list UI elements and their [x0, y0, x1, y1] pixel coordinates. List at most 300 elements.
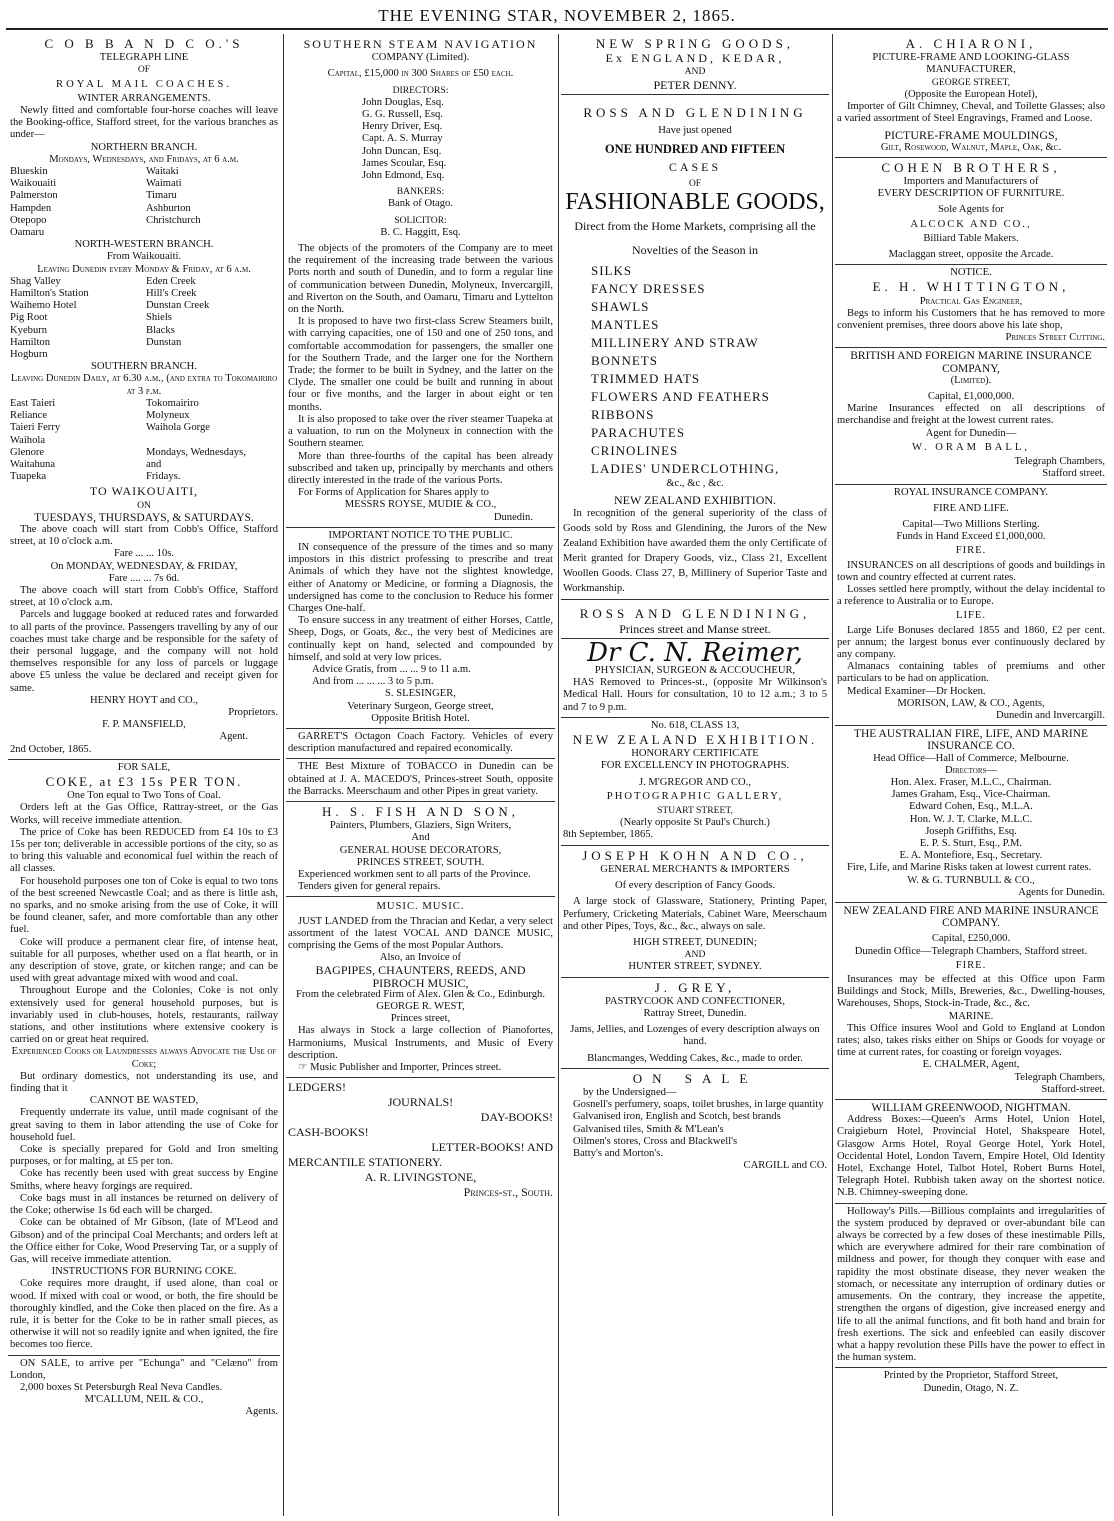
- director-item: Hon. Alex. Fraser, M.L.C., Chairman.: [890, 776, 1052, 788]
- paragraph: Parcels and luggage booked at reduced rates and forwarded to all parts of the province. Passengers travelling by any of our coaches must take charge and be responsible for the safety of their personal luggage, and the company will not hold themselves responsible for any loss of parcels or luggage above £5 unless the value be declared and receipt given for same.: [10, 609, 278, 694]
- text: Dunedin, Otago, N. Z.: [923, 1382, 1019, 1394]
- paragraph: In recognition of the general superiority of the class of Goods sold by Ross and Glendining, the Jurors of the New Zealand Exhibition have awarded them the only Certificate of Merit granted for Drapery Goods, viz., Class 21, Excellent Woollen Goods. Class 27, B, Millinery of Superior Taste and Workmanship.: [563, 508, 827, 595]
- column-2: [286, 34, 555, 1516]
- paragraph: Importer of Gilt Chimney, Cheval, and Toilette Glasses; also a varied assortment of Steel Engravings, Framed and Loose.: [837, 101, 1105, 125]
- goods-list: [563, 262, 827, 478]
- director-list: [837, 777, 1105, 862]
- text: From the celebrated Firm of Alex. Glen & Co., Edinburgh.: [295, 988, 545, 1000]
- text: Printed by the Proprietor, Stafford Street,: [883, 1370, 1059, 1382]
- text: Billiard Table Makers.: [923, 232, 1019, 244]
- place-item: Ashburton: [146, 202, 191, 214]
- text: PRINCES STREET, SOUTH.: [356, 856, 485, 868]
- schedule: Leaving Dunedin every Monday & Friday, at 6 a.m.: [37, 263, 251, 275]
- paragraph: Coke bags must in all instances be returned on delivery of the Coke; otherwise 1s 6d each will be charged.: [10, 1192, 278, 1217]
- paragraph: Large Life Bonuses declared 1855 and 1860, £2 per cent. per annum; the largest bonus ever continuously declared by any company.: [837, 624, 1105, 660]
- place-item: Tuapeka: [10, 471, 47, 483]
- place-item: East Taieri: [10, 397, 56, 409]
- section-heading: FOR SALE,: [117, 761, 171, 773]
- ad-title: NEW SPRING GOODS,: [595, 36, 795, 51]
- place-item: Waimati: [146, 178, 182, 190]
- text: (Opposite the European Hotel),: [904, 88, 1038, 100]
- director-item: Capt. A. S. Murray: [362, 133, 443, 145]
- text: FOR EXCELLENCY IN PHOTOGRAPHS.: [600, 760, 790, 772]
- ad-title: NEW ZEALAND FIRE AND MARINE INSURANCE COMPANY.: [843, 905, 1099, 930]
- signature: Agents for Dunedin.: [1018, 886, 1105, 898]
- ad-coke: [8, 760, 280, 1356]
- text: OF: [688, 177, 702, 189]
- section-heading: DIRECTORS:: [392, 84, 449, 96]
- column-rule: [832, 34, 833, 1516]
- signature: GEORGE R. WEST,: [376, 1001, 465, 1013]
- ad-music: [286, 897, 555, 1078]
- text: And: [411, 832, 430, 844]
- text: (Nearly opposite St Paul's Church.): [620, 817, 770, 829]
- fare: Fare ... ... 10s.: [113, 548, 175, 560]
- section-heading: WINTER ARRANGEMENTS.: [77, 92, 211, 104]
- ad-chiaroni: [835, 34, 1107, 158]
- signature: Stafford street.: [1042, 468, 1105, 480]
- signature: E. CHALMER, Agent,: [922, 1059, 1020, 1071]
- text: J. M'GREGOR AND CO.,: [639, 776, 751, 788]
- section-heading: On MONDAY, WEDNESDAY, & FRIDAY,: [50, 560, 238, 572]
- paragraph: To ensure success in any treatment of either Horses, Cattle, Sheep, Dogs, or Goats, &c., the very best of Medicines are continually kept on hand, selected and compounded by himself, and sold at very low prices.: [288, 615, 553, 663]
- signature: HENRY HOYT and CO.,: [90, 694, 198, 706]
- director-item: Hon. W. J. T. Clarke, M.L.C.: [909, 813, 1033, 825]
- paragraph: Marine Insurances effected on all descriptions of merchandise and freight at the lowest current rates.: [837, 403, 1105, 427]
- column-rule: [283, 34, 284, 1516]
- ad-garret: [286, 729, 555, 759]
- section-heading: BANKERS:: [396, 186, 445, 198]
- ad-whittington: [835, 265, 1107, 348]
- ad-subtitle: Importers and Manufacturers of: [903, 176, 1039, 188]
- director-item: Henry Driver, Esq.: [362, 121, 443, 133]
- place-item: Palmerston: [10, 190, 58, 202]
- column-1: [8, 34, 280, 1516]
- paragraph: The above coach will start from Cobb's Office, Stafford street, at 10 o'clock a.m.: [10, 584, 278, 609]
- ad-title: WILLIAM GREENWOOD, NIGHTMAN.: [871, 1102, 1071, 1115]
- paragraph: Experienced workmen sent to all parts of the Province.: [298, 869, 531, 880]
- text: LEDGERS!: [288, 1080, 346, 1095]
- goods-item: FLOWERS AND FEATHERS: [591, 389, 770, 405]
- signature: Agents.: [245, 1406, 278, 1418]
- signature: Dunedin and Invercargill.: [996, 709, 1105, 721]
- text: STUART STREET,: [657, 805, 733, 817]
- place-item: [146, 435, 278, 447]
- place-item: Kyeburn: [10, 324, 48, 336]
- text: ONE HUNDRED AND FIFTEEN: [604, 142, 786, 157]
- signature: M'CALLUM, NEIL & CO.,: [84, 1394, 204, 1406]
- signature: Dunedin.: [493, 511, 533, 523]
- ad-title: Dr C. N. Reimer,: [587, 637, 803, 668]
- signature: Princes street,: [390, 1013, 451, 1025]
- text: Sole Agents for: [938, 204, 1004, 216]
- text: by the Undersigned—: [583, 1086, 677, 1098]
- paragraph: Newly fitted and comfortable four-horse coaches will leave the Booking-office, Stafford street, for the various branches as under—: [10, 105, 278, 141]
- director-item: Joseph Griffiths, Esq.: [925, 825, 1017, 837]
- text: No. 618, CLASS 13,: [650, 719, 740, 731]
- place-item: Taieri Ferry: [10, 422, 61, 434]
- text: Have just opened: [658, 125, 732, 137]
- paragraph: Coke can be obtained of Mr Gibson, (late of M'Leod and Gibson) and of the principal Coal Merchants; and orders left at the Office either for Coke, Wood Preserving Tar, or a supply of Gas, will receive immediate attention.: [10, 1217, 278, 1265]
- place-item: Fridays.: [146, 471, 181, 483]
- imprint: [835, 1368, 1107, 1397]
- place-item: Timaru: [146, 190, 177, 202]
- fare: Fare .... ... 7s 6d.: [108, 572, 180, 584]
- paragraph: Insurances may be effected at this Office upon Farm Buildings and Stock, Mills, Breweries, &c., Dwelling-houses, Warehouses, Shops, Stock-in-Trade, &c., &c.: [837, 974, 1105, 1010]
- paragraph: For household purposes one ton of Coke is equal to two tons of the best screened Newcastle Coal; and as there is little ash, no sparks, and no smoke arising from the use of Coke, it will be found cleaner, safer, and more comfortable than any other fuel.: [10, 875, 278, 936]
- section-heading: MUSIC. MUSIC.: [376, 901, 465, 913]
- ad-tobacco: [286, 759, 555, 802]
- paragraph: It is proposed to have two first-class Screw Steamers built, with carrying capacities, one of 150 and one of 250 tons, and comfortable accommodation for passengers, the smaller one for the Southern Trade, and the larger one for the Northern Trade; the former to be built in Sydney, and the latter on the Clyde. The smaller one could be built and running in about four or five months, and the larger in about eight or ten months.: [288, 316, 553, 413]
- paragraph: THE Best Mixture of TOBACCO in Dunedin can be obtained at J. A. MACEDO'S, Princes-street South, opposite the Barracks. Meerschaum and other Pipes in great variety.: [288, 761, 553, 797]
- text: Capital, £250,000.: [931, 933, 1011, 945]
- director-list: [288, 97, 553, 182]
- ad-subtitle: ROYAL MAIL COACHES.: [56, 78, 232, 90]
- place-item: and: [146, 458, 162, 470]
- director-item: E. P. S. Sturt, Esq., P.M.: [919, 837, 1023, 849]
- ad-ross-glendining: [561, 95, 829, 601]
- text: B. C. Haggitt, Esq.: [380, 226, 461, 238]
- paragraph: JUST LANDED from the Thracian and Kedar, a very select assortment of the latest VOCAL AND DANCE MUSIC, comprising the Gems of the most Popular Authors.: [288, 915, 553, 952]
- section-heading: PHYSICIAN, SURGEON & ACCOUCHEUR,: [594, 665, 796, 677]
- section-heading: Directors—: [945, 764, 997, 776]
- place-item: Mondays, Wednesdays,: [146, 446, 246, 458]
- director-item: John Edmond, Esq.: [362, 170, 445, 182]
- director-item: Edward Cohen, Esq., M.L.A.: [909, 801, 1033, 813]
- ad-british-foreign-marine: [835, 348, 1107, 484]
- ad-cobb: [8, 34, 280, 760]
- paragraph: Losses settled here promptly, without the delay incidental to a reference to Australia or to Europe.: [837, 583, 1105, 608]
- paragraph: INSURANCES on all descriptions of goods and buildings in town and country effected at current rates.: [837, 559, 1105, 583]
- paragraph: Has always in Stock a large collection of Pianofortes, Harmoniums, Musical Instruments, and Music of Every description.: [288, 1025, 553, 1061]
- text: &c., &c , &c.: [666, 478, 724, 490]
- signature: Telegraph Chambers,: [1014, 1071, 1105, 1083]
- ad-holloway: [835, 1204, 1107, 1369]
- column-4: [835, 34, 1107, 1516]
- paragraph: Tenders given for general repairs.: [298, 881, 441, 893]
- goods-item: PARACHUTES: [591, 425, 686, 441]
- text: Advice Gratis, from ... ... 9 to 11 a.m.: [312, 663, 471, 675]
- text: Dunedin Office—Telegraph Chambers, Stafford street.: [854, 945, 1088, 957]
- ad-kohn: [561, 846, 829, 978]
- paragraph: Coke requires more draught, if used alone, than coal or wood. If mixed with coal or wood, or both, the fire should be thoroughly kindled, and the Coke then placed on the fire. As a rule, it is better for the Coke to be in rather small pieces, as otherwise it will not so readily ignite and when ignited, the fire becomes too fierce.: [10, 1278, 278, 1351]
- text: Capital—Two Millions Sterling.: [902, 518, 1040, 530]
- text: Head Office—Hall of Commerce, Melbourne.: [873, 752, 1069, 764]
- schedule: Mondays, Wednesdays, and Fridays, at 6 a.m.: [49, 153, 239, 165]
- ad-important-notice: [286, 528, 555, 729]
- place-item: Tokomairiro: [146, 397, 199, 409]
- ad-subtitle: GENERAL MERCHANTS & IMPORTERS: [600, 863, 790, 875]
- text: Painters, Plumbers, Glaziers, Sign Writers,: [329, 820, 512, 832]
- ad-title: JOSEPH KOHN AND CO.,: [582, 847, 808, 863]
- paragraph: Address Boxes:—Queen's Arms Hotel, Union Hotel, Craigieburn Hotel, Provincial Hotel, Shakspeare Hotel, Glasgow Arms Hotel, Royal George Hotel, York Hotel, Occidental Hotel, London Tavern, Empire Hotel, Old Identity Hotel, Exchange Hotel, Talbot Hotel, Robert Burns Hotel, Telegraph Hotel. Rubbish taken away on the shortest notice. N.B. Chimney-sweeping done.: [837, 1114, 1105, 1199]
- section-heading: INSTRUCTIONS FOR BURNING COKE.: [51, 1266, 237, 1278]
- paragraph: Direct from the Home Markets, comprising all the Novelties of the Season in: [574, 219, 816, 258]
- signature: Telegraph Chambers,: [1014, 456, 1105, 468]
- masthead: THE EVENING STAR, NOVEMBER 2, 1865.: [378, 6, 736, 25]
- paragraph: This Office insures Wool and Gold to England at London rates; also, takes risks either on Ships or Goods for voyage or time at current rates, for coasting or foreign voyages.: [837, 1022, 1105, 1059]
- text: Bank of Otago.: [387, 198, 454, 210]
- section-heading: FIRE.: [955, 959, 987, 971]
- place-item: Hogburn: [10, 349, 48, 361]
- ad-title: E. H. WHITTINGTON,: [872, 279, 1070, 295]
- paragraph: It is also proposed to take over the river steamer Tuapeka at a valuation, to run on the Molyneux in connection with the Southern steamer.: [288, 413, 553, 450]
- place-list: [10, 276, 278, 361]
- text: Jams, Jellies, and Lozenges of every description always on hand.: [570, 1024, 820, 1048]
- ad-title: SOUTHERN STEAM NAVIGATION: [303, 37, 538, 51]
- signature: Veterinary Surgeon, George street,: [347, 700, 494, 712]
- ad-subtitle: PASTRYCOOK AND CONFECTIONER,: [604, 995, 786, 1007]
- paragraph: ON SALE, to arrive per "Echunga" and "Celæno" from London,: [10, 1357, 278, 1381]
- paragraph: 2,000 boxes St Petersburgh Real Neva Candles.: [20, 1381, 223, 1393]
- ad-candles: [8, 1356, 280, 1422]
- ad-subtitle: EVERY DESCRIPTION OF FURNITURE.: [877, 188, 1065, 200]
- ad-greenwood: [835, 1100, 1107, 1204]
- date: 8th September, 1865.: [563, 829, 654, 841]
- place-item: Oamaru: [10, 227, 45, 239]
- date: 2nd October, 1865.: [10, 743, 92, 755]
- place-item: Hampden: [10, 202, 52, 214]
- ad-title: THE AUSTRALIAN FIRE, LIFE, AND MARINE INSURANCE CO.: [853, 728, 1089, 753]
- section-heading: TO WAIKOUAITI,: [89, 484, 199, 499]
- section-heading: TUESDAYS, THURSDAYS, & SATURDAYS.: [34, 511, 254, 524]
- paragraph: Frequently underrate its value, until made cognisant of the great saving to them in labor attending the use of Coke for household fuel.: [10, 1107, 278, 1143]
- place-item: Waihola: [10, 434, 46, 446]
- signature: Proprietors.: [228, 706, 278, 718]
- ad-title: J. GREY,: [654, 979, 736, 995]
- signature: W. ORAM BALL,: [911, 441, 1031, 453]
- text: ALCOCK AND CO.,: [910, 218, 1032, 230]
- ad-subtitle: Princes street and Manse street.: [619, 621, 771, 636]
- text: LETTER-BOOKS! AND: [431, 1140, 553, 1155]
- goods-item: Oilmen's stores, Cross and Blackwell's: [573, 1135, 738, 1147]
- ad-stationery: [286, 1078, 555, 1203]
- section-heading: IMPORTANT NOTICE TO THE PUBLIC.: [328, 529, 513, 541]
- ad-title: NEW ZEALAND EXHIBITION.: [572, 732, 818, 748]
- place-item: [146, 227, 278, 239]
- goods-item: SHAWLS: [591, 299, 650, 315]
- paragraph: ☞ Music Publisher and Importer, Princes street.: [298, 1062, 502, 1074]
- ad-title: ON SALE: [632, 1070, 758, 1086]
- signature: F. P. MANSFIELD,: [102, 719, 186, 731]
- text: FASHIONABLE GOODS,: [565, 188, 825, 215]
- place-item: Shiels: [146, 312, 172, 324]
- text: Agent for Dunedin—: [925, 427, 1017, 439]
- text: MERCANTILE STATIONERY.: [288, 1155, 443, 1170]
- place-item: Pig Root: [10, 312, 48, 324]
- paragraph: The objects of the promoters of the Company are to meet the requirement of the increasing trade between the various Ports north and south of Dunedin, and to form a regular line of communication between Dunedin, Molyneux, Invercargill, and Riverton on the South, and Oamaru, Timaru and Lyttelton on the North.: [288, 243, 553, 316]
- text: BAGPIPES, CHAUNTERS, REEDS, AND PIBROCH MUSIC,: [315, 963, 526, 990]
- signature: Stafford-street.: [1041, 1083, 1105, 1095]
- paragraph: Almanacs containing tables of premiums and other particulars to be had on application.: [837, 661, 1105, 685]
- text: AND: [684, 949, 706, 961]
- paragraph: A large stock of Glassware, Stationery, Printing Paper, Perfumery, Cricketing Materials, Cabinet Ware, Meerschaum and other Pipes, Toys, &c., &c., always on sale.: [563, 896, 827, 932]
- goods-item: Galvanised iron, English and Scotch, best brands: [573, 1111, 781, 1123]
- ad-cargill: [561, 1069, 829, 1176]
- schedule: From Waikouaiti.: [106, 251, 182, 263]
- goods-item: TRIMMED HATS: [591, 371, 701, 387]
- place-item: Glenore: [10, 446, 45, 458]
- section-heading: CANNOT BE WASTED,: [89, 1095, 199, 1107]
- section-heading: NORTHERN BRANCH.: [90, 141, 198, 153]
- text: Funds in Hand Exceed £1,000,000.: [896, 531, 1046, 543]
- goods-item: RIBBONS: [591, 407, 655, 423]
- section-heading: NORTH-WESTERN BRANCH.: [74, 239, 214, 251]
- text: Maclaggan street, opposite the Arcade.: [888, 249, 1054, 261]
- ad-title: ROSS AND GLENDINING,: [579, 606, 811, 622]
- ad-ross-glendining-address: [561, 600, 829, 638]
- signature: Opposite British Hotel.: [371, 712, 470, 724]
- ad-title: A. CHIARONI,: [905, 36, 1037, 51]
- place-item: Christchurch: [146, 214, 201, 226]
- text: Of every description of Fancy Goods.: [614, 880, 776, 892]
- place-item: Blueskin: [10, 166, 48, 178]
- ad-subtitle: PETER DENNY.: [653, 77, 737, 92]
- place-item: Dunstan Creek: [146, 300, 210, 312]
- schedule: Leaving Dunedin Daily, at 6.30 a.m., (and extra to Tokomairiro at 3 p.m.: [10, 373, 278, 397]
- director-item: James Scoular, Esq.: [362, 157, 447, 169]
- ad-subtitle: TELEGRAPH LINE: [99, 52, 189, 64]
- ad-royal-insurance: [835, 485, 1107, 727]
- text: CASH-BOOKS!: [288, 1125, 369, 1140]
- section-heading: MARINE.: [948, 1010, 994, 1022]
- text: Medical Examiner—Dr Hocken.: [847, 685, 986, 697]
- place-item: Waihola Gorge: [146, 422, 210, 434]
- paragraph: IN consequence of the pressure of the times and so many impostors in this district professing to prescribe and treat Animals of which they have not the slightest knowledge, either of Anatomy or Medicine, or forming a Diagnosis, the undersigned has come to the conclusion to Reduce his former Charges One-half.: [288, 541, 553, 614]
- signature: MORISON, LAW, & CO., Agents,: [897, 697, 1045, 709]
- place-item: Hamilton: [10, 336, 51, 348]
- place-item: Waihemo Hotel: [10, 300, 77, 312]
- place-item: Hill's Creek: [146, 288, 197, 300]
- ad-title: ROYAL INSURANCE COMPANY.: [893, 486, 1049, 498]
- place-list: [10, 398, 278, 483]
- ad-title: ROSS AND GLENDINING: [583, 104, 807, 120]
- text: ON: [137, 499, 151, 511]
- ad-mgregor: [561, 718, 829, 846]
- paragraph: Throughout Europe and the Colonies, Coke is not only extensively used for general household purposes, but is invariably used in club-houses, hotels, restaurants, railway stations, and other institutions where extensive cookery is carried on or great heat required.: [10, 985, 278, 1046]
- ad-title: H. S. FISH AND SON,: [322, 803, 519, 819]
- paragraph: For Forms of Application for Shares apply to: [298, 487, 489, 499]
- text: Gilt, Rosewood, Walnut, Maple, Oak, &c.: [880, 141, 1062, 153]
- signature: W. & G. TURNBULL & CO.,: [907, 874, 1035, 886]
- text: AND: [684, 66, 706, 78]
- place-item: Eden Creek: [146, 275, 196, 287]
- paragraph: HAS Removed to Princes-st., (opposite Mr Wilkinson's Medical Hall. Hours for consultation, 10 to 12 a.m.; 3 to 5 and 7 to 9 p.m.: [563, 677, 827, 713]
- paragraph: Holloway's Pills.—Billious complaints and irregularities of the system produced by depraved or over-abundant bile can always be corrected by a few doses of these inestimable Pills, which are everywhere admired for their rare combination of mildness and power, for though they conquer with ease and rapidity the most obstinate disease, they never weaken the stomach, or necessitate any interruption of ordinary duties or amusements. On the contrary, they increase the appetite, strengthen the organs of digestion, give increased energy and life to all the animal functions, and fit both hand and brain for fresh exertions. The sick and enfeebled can easily discover what a happy revolution these Pills have the power to effect in the human system.: [837, 1205, 1105, 1364]
- director-item: James Graham, Esq., Vice-Chairman.: [891, 789, 1051, 801]
- goods-item: CRINOLINES: [591, 443, 679, 459]
- section-heading: FIRE.: [955, 545, 987, 557]
- column-rule: [558, 34, 559, 1516]
- signature: S. SLESINGER,: [385, 688, 456, 700]
- ad-title: COKE, at £3 15s PER TON.: [45, 773, 243, 789]
- place-list: [10, 166, 278, 239]
- place-item: Molyneux: [146, 410, 190, 422]
- text: CASES: [668, 160, 722, 175]
- ad-subtitle: OF: [137, 64, 151, 76]
- text: Capital, £1,000,000.: [927, 391, 1015, 403]
- goods-item: SILKS: [591, 263, 633, 279]
- ad-nz-fire-marine: [835, 903, 1107, 1100]
- ad-subtitle: Ex ENGLAND, KEDAR,: [605, 51, 785, 66]
- section-heading: PICTURE-FRAME MOULDINGS,: [884, 128, 1058, 143]
- goods-item: FANCY DRESSES: [591, 281, 706, 297]
- section-heading: FIRE AND LIFE.: [933, 502, 1009, 514]
- paragraph: The above coach will start from Cobb's Office, Stafford street, at 10 o'clock a.m.: [10, 523, 278, 548]
- goods-item: Gosnell's perfumery, soaps, toilet brushes, in large quantity: [573, 1099, 824, 1111]
- ad-title: COHEN BROTHERS,: [881, 159, 1061, 175]
- place-item: Waitahuna: [10, 458, 56, 470]
- signature: A. R. LIVINGSTONE,: [364, 1170, 477, 1185]
- goods-item: MANTLES: [591, 317, 660, 333]
- goods-item: Batty's and Morton's.: [573, 1147, 664, 1159]
- paragraph: Coke is specially prepared for Gold and Iron smelting purposes, or for malting, at £5 per ton.: [10, 1144, 278, 1168]
- text: HIGH STREET, DUNEDIN;: [633, 936, 757, 948]
- ad-steam-navigation: [286, 34, 555, 528]
- goods-item: Galvanised tiles, Smith & M'Lean's: [573, 1123, 724, 1135]
- text: And from ... ... ... 3 to 5 p.m.: [312, 676, 434, 688]
- ad-fish: [286, 802, 555, 897]
- ad-subtitle: COMPANY (Limited).: [371, 52, 470, 64]
- goods-list: [563, 1099, 827, 1160]
- masthead-rule: [6, 28, 1108, 30]
- text: Blancmanges, Wedding Cakes, &c., made to order.: [587, 1052, 803, 1064]
- paragraph: Begs to inform his Customers that he has removed to more convenient premises, three doors above his late shop,: [837, 307, 1105, 332]
- section-heading: SOUTHERN BRANCH.: [91, 361, 197, 373]
- text: GEORGE STREET,: [931, 76, 1011, 88]
- ad-subtitle: Practical Gas Engineer,: [919, 295, 1023, 307]
- text: PHOTOGRAPHIC GALLERY,: [606, 790, 784, 802]
- ad-subtitle: One Ton equal to Two Tons of Coal.: [67, 790, 221, 802]
- place-item: Dunstan: [146, 336, 182, 348]
- ad-grey: [561, 978, 829, 1069]
- place-item: Waitaki: [146, 166, 179, 178]
- ad-spring-goods: [561, 34, 829, 95]
- section-heading: LIFE.: [955, 610, 986, 622]
- ad-subtitle: (Limited).: [950, 374, 992, 386]
- text: JOURNALS!: [387, 1095, 454, 1110]
- signature: Agent.: [219, 731, 248, 743]
- signature: Princes-st., South.: [463, 1185, 553, 1200]
- paragraph: GARRET'S Octagon Coach Factory. Vehicles of every description manufactured and repaired economically.: [288, 730, 553, 755]
- text: Rattray Street, Dunedin.: [643, 1007, 747, 1019]
- ad-australian-fire: [835, 726, 1107, 903]
- ad-reimer: [561, 639, 829, 718]
- paragraph: Fire, Life, and Marine Risks taken at lowest current rates.: [847, 862, 1092, 874]
- section-heading: NEW ZEALAND EXHIBITION.: [613, 493, 777, 508]
- section-heading: SOLICITOR:: [394, 214, 447, 226]
- paragraph: Coke has recently been used with great success by Engine Smiths, where heavy forgings are required.: [10, 1168, 278, 1192]
- place-item: Waikouaiti: [10, 178, 57, 190]
- place-item: Otepopo: [10, 214, 47, 226]
- goods-item: LADIES' UNDERCLOTHING,: [591, 461, 780, 477]
- place-item: Hamilton's Station: [10, 288, 89, 300]
- text: Experienced Cooks or Laundresses always Advocate the Use of Coke;: [11, 1046, 277, 1070]
- signature: MESSRS ROYSE, MUDIE & CO.,: [344, 499, 497, 511]
- text: HUNTER STREET, SYDNEY.: [628, 961, 762, 973]
- signature: CARGILL and CO.: [743, 1160, 827, 1172]
- director-item: John Douglas, Esq.: [362, 96, 444, 108]
- place-item: Shag Valley: [10, 275, 61, 287]
- place-item: [146, 349, 278, 361]
- text: Capital, £15,000 in 300 Shares of £50 each.: [327, 68, 514, 80]
- goods-item: MILLINERY AND STRAW BONNETS: [591, 335, 759, 369]
- ad-title: BRITISH AND FOREIGN MARINE INSURANCE COMPANY,: [850, 350, 1092, 375]
- ad-subtitle: PICTURE-FRAME AND LOOKING-GLASS MANUFACTURER,: [872, 52, 1070, 76]
- text: DAY-BOOKS!: [480, 1110, 553, 1125]
- text: HONORARY CERTIFICATE: [631, 748, 759, 760]
- paragraph: Coke will produce a permanent clear fire, of intense heat, suitable for all purposes, whether used on a flat hearth, or in any description of stove, grate, or kitchen range; and can be used with great advantage mixed with wood and coal.: [10, 936, 278, 985]
